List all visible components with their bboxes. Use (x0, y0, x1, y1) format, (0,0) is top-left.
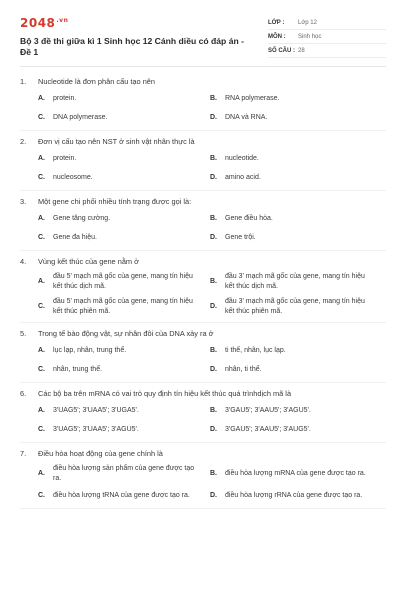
answer-options (20, 92, 386, 124)
question-number: 5. (20, 329, 27, 338)
option-letter: C. (38, 173, 45, 181)
answer-options (20, 404, 386, 436)
option-text: 3'GAU5'; 3'AAU5'; 3'AUG5'. (225, 425, 311, 433)
option-letter: D. (210, 425, 217, 433)
option-text: nucleotide. (225, 154, 259, 162)
option-text: nucleosome. (53, 173, 93, 181)
question-item (20, 323, 386, 383)
option-letter: D. (210, 113, 217, 121)
question-head (20, 449, 386, 459)
option-text: đầu 3' mạch mã gốc của gene, mang tín hiệu kết thúc dịch mã. (225, 273, 365, 290)
option-text: 3'UAG5'; 3'UAA5'; 3'AGU5'. (53, 425, 139, 433)
question-number: 1. (20, 77, 27, 86)
answer-option[interactable] (210, 464, 382, 483)
answer-option[interactable] (38, 344, 210, 357)
question-item (20, 383, 386, 443)
option-text: nhân, ti thể. (225, 365, 262, 373)
site-logo[interactable] (20, 14, 250, 30)
answer-option[interactable] (210, 171, 382, 184)
answer-option[interactable] (38, 363, 210, 376)
option-text: điều hòa lượng rRNA của gene được tạo ra. (225, 491, 363, 499)
meta-label: LỚP : (268, 19, 285, 26)
answer-options (20, 152, 386, 184)
header-left (20, 14, 250, 58)
option-letter: B. (210, 214, 217, 222)
question-number: 6. (20, 389, 27, 398)
option-letter: C. (38, 113, 45, 121)
question-item (20, 131, 386, 191)
option-text: nhân, trung thể. (53, 365, 103, 373)
option-letter: B. (210, 277, 217, 285)
question-item (20, 443, 386, 509)
meta-row-subject (268, 30, 386, 44)
question-text: Đơn vị cấu tạo nên NST ở sinh vật nhân thực là (38, 137, 195, 146)
option-text: điều hòa lượng mRNA của gene được tạo ra. (225, 469, 366, 477)
option-letter: B. (210, 346, 217, 354)
question-head (20, 389, 386, 399)
option-letter: A. (38, 214, 45, 222)
option-text: amino acid. (225, 173, 261, 181)
answer-option[interactable] (38, 171, 210, 184)
answer-option[interactable] (38, 464, 210, 483)
question-text: Trong tế bào động vật, sự nhân đôi của DNA xảy ra ở (38, 329, 214, 338)
meta-label: SỐ CÂU : (268, 47, 295, 54)
answer-option[interactable] (38, 92, 210, 105)
option-letter: A. (38, 154, 45, 162)
exam-header (20, 14, 386, 67)
meta-label: MÔN : (268, 33, 286, 40)
answer-option[interactable] (38, 272, 210, 291)
option-letter: C. (38, 425, 45, 433)
option-letter: A. (38, 277, 45, 285)
question-text: Các bộ ba trên mRNA có vai trò quy định tín hiệu kết thúc quá trìnhdịch mã là (38, 389, 292, 398)
answer-options (20, 272, 386, 316)
option-text: protein. (53, 154, 77, 162)
answer-option[interactable] (210, 111, 382, 124)
answer-option[interactable] (210, 363, 382, 376)
option-text: Gene điều hòa. (225, 214, 273, 222)
question-text: Nucleotide là đơn phân cấu tạo nên (38, 77, 156, 86)
answer-option[interactable] (210, 297, 382, 316)
option-letter: D. (210, 491, 217, 499)
answer-option[interactable] (38, 212, 210, 225)
question-list (20, 77, 386, 509)
meta-value: 28 (298, 47, 305, 54)
answer-option[interactable] (210, 92, 382, 105)
question-number: 4. (20, 257, 27, 266)
option-text: đầu 5' mạch mã gốc của gene, mang tín hiệu kết thúc dịch mã. (53, 273, 193, 290)
logo-sub-text: .vn (56, 17, 69, 24)
question-head (20, 77, 386, 87)
answer-option[interactable] (210, 344, 382, 357)
answer-option[interactable] (210, 404, 382, 417)
answer-option[interactable] (38, 297, 210, 316)
meta-row-class (268, 16, 386, 30)
question-number: 3. (20, 197, 27, 206)
option-letter: C. (38, 365, 45, 373)
answer-options (20, 212, 386, 244)
question-text: Vùng kết thúc của gene nằm ở (38, 257, 139, 266)
option-text: Gene trội. (225, 233, 256, 241)
option-text: điều hòa lượng tRNA của gene được tạo ra. (53, 491, 190, 499)
answer-option[interactable] (210, 152, 382, 165)
option-letter: D. (210, 173, 217, 181)
option-letter: B. (210, 94, 217, 102)
option-letter: B. (210, 154, 217, 162)
option-text: Gene đa hiệu. (53, 233, 97, 241)
question-item (20, 251, 386, 323)
answer-options (20, 344, 386, 376)
answer-option[interactable] (210, 231, 382, 244)
option-text: đầu 3' mạch mã gốc của gene, mang tín hiệu kết thúc phiên mã. (225, 298, 365, 315)
option-text: DNA polymerase. (53, 113, 108, 121)
option-letter: C. (38, 491, 45, 499)
question-text: Điều hòa hoạt động của gene chính là (38, 449, 163, 458)
answer-option[interactable] (38, 404, 210, 417)
question-head (20, 329, 386, 339)
answer-option[interactable] (210, 423, 382, 436)
meta-value: Sinh học (298, 33, 322, 40)
option-text: 3'UAG5'; 3'UAA5'; 3'UGA5'. (53, 406, 139, 414)
option-text: 3'GAU5'; 3'AAU5'; 3'AGU5'. (225, 406, 311, 414)
question-item (20, 191, 386, 251)
exam-meta-table (268, 16, 386, 58)
question-head (20, 257, 386, 267)
question-number: 7. (20, 449, 27, 458)
answer-option[interactable] (38, 111, 210, 124)
option-letter: A. (38, 406, 45, 414)
option-text: lục lạp, nhân, trung thể. (53, 346, 127, 354)
option-letter: B. (210, 469, 217, 477)
answer-option[interactable] (38, 152, 210, 165)
option-text: điều hòa lượng sản phẩm của gene được tạo ra. (53, 465, 195, 482)
answer-options (20, 464, 386, 502)
option-text: ti thể, nhân, lục lạp. (225, 346, 286, 354)
option-letter: D. (210, 233, 217, 241)
question-head (20, 197, 386, 207)
meta-row-question-count (268, 44, 386, 58)
logo-main-text: 2048 (20, 16, 56, 30)
option-letter: D. (210, 365, 217, 373)
answer-option[interactable] (210, 272, 382, 291)
question-item (20, 77, 386, 131)
option-letter: B. (210, 406, 217, 414)
answer-option[interactable] (210, 489, 382, 502)
option-letter: A. (38, 94, 45, 102)
answer-option[interactable] (38, 423, 210, 436)
option-letter: A. (38, 346, 45, 354)
answer-option[interactable] (210, 212, 382, 225)
answer-option[interactable] (38, 231, 210, 244)
option-letter: A. (38, 469, 45, 477)
option-letter: C. (38, 302, 45, 310)
option-text: protein. (53, 94, 77, 102)
option-letter: C. (38, 233, 45, 241)
option-text: đầu 5' mạch mã gốc của gene, mang tín hiệu kết thúc phiên mã. (53, 298, 193, 315)
option-text: RNA polymerase. (225, 94, 280, 102)
meta-value: Lớp 12 (298, 19, 317, 26)
option-text: Gene tăng cường. (53, 214, 111, 222)
question-head (20, 137, 386, 147)
document-title: Bộ 3 đề thi giữa kì 1 Sinh học 12 Cánh diều có đáp án - Đề 1 (20, 36, 244, 57)
option-text: DNA và RNA. (225, 113, 268, 121)
answer-option[interactable] (38, 489, 210, 502)
question-text: Một gene chi phối nhiều tính trạng được gọi là: (38, 197, 192, 206)
option-letter: D. (210, 302, 217, 310)
question-number: 2. (20, 137, 27, 146)
